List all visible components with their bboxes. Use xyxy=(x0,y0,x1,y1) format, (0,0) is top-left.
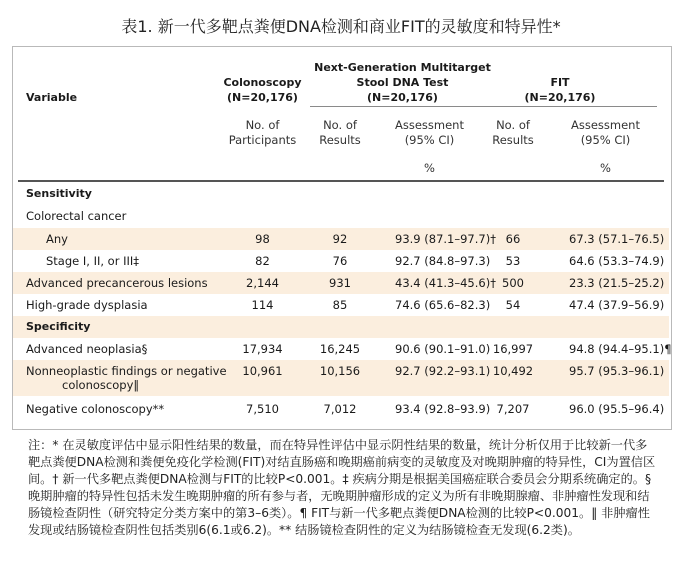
cell-fit-assessment: 96.0 (95.5–96.4) xyxy=(569,402,665,416)
header-fit: FIT xyxy=(550,76,570,89)
cell-dna-results: 76 xyxy=(332,254,348,268)
row-label: Negative colonoscopy** xyxy=(26,402,165,416)
sub-results: No. of xyxy=(496,118,530,132)
cell-participants: 7,510 xyxy=(246,402,279,416)
row-label: Any xyxy=(46,232,68,246)
cell-participants: 2,144 xyxy=(246,276,279,290)
cell-fit-results: 66 xyxy=(505,232,521,246)
sub-results: Results xyxy=(492,133,534,147)
row-label: Advanced neoplasia§ xyxy=(26,342,148,356)
sub-assessment: (95% CI) xyxy=(404,133,455,147)
header-colonoscopy: Colonoscopy xyxy=(223,76,302,89)
header-rule-dna xyxy=(310,106,500,107)
table-title: 表1. 新一代多靶点粪便DNA检测和商业FIT的灵敏度和特异性* xyxy=(121,17,561,36)
row-label: Advanced precancerous lesions xyxy=(26,276,208,290)
cell-fit-results: 10,492 xyxy=(492,364,534,378)
cell-dna-assessment: 90.6 (90.1–91.0) xyxy=(395,342,491,356)
cell-participants: 10,961 xyxy=(242,364,283,378)
cell-fit-assessment: 95.7 (95.3–96.1) xyxy=(569,364,665,378)
cell-participants: 114 xyxy=(251,298,274,312)
cell-fit-assessment: 23.3 (21.5–25.2) xyxy=(569,276,665,290)
sub-results: No. of xyxy=(323,118,357,132)
cell-fit-results: 500 xyxy=(502,276,524,290)
cell-dna-results: 10,156 xyxy=(319,364,361,378)
sub-results: Results xyxy=(319,133,361,147)
cell-participants: 82 xyxy=(255,254,270,268)
cell-fit-assessment: 67.3 (57.1–76.5) xyxy=(569,232,665,246)
header-dna-line2: Stool DNA Test xyxy=(356,76,449,89)
cell-dna-assessment: 93.4 (92.8–93.9) xyxy=(395,402,491,416)
sub-percent: % xyxy=(424,161,435,175)
cell-fit-results: 16,997 xyxy=(492,342,534,356)
cell-fit-results: 54 xyxy=(505,298,521,312)
sub-percent: % xyxy=(600,161,611,175)
sub-assessment: Assessment xyxy=(571,118,640,132)
row-label: Stage I, II, or III‡ xyxy=(46,254,140,268)
cell-dna-results: 16,245 xyxy=(319,342,361,356)
header-bottom-rule xyxy=(18,180,664,182)
sub-assessment: Assessment xyxy=(395,118,464,132)
header-dna-n: (N=20,176) xyxy=(367,91,438,104)
row-band xyxy=(13,316,669,338)
sub-participants: No. of xyxy=(245,118,280,132)
cell-fit-assessment: 94.8 (94.4–95.1)¶ xyxy=(569,342,672,356)
cell-dna-assessment: 74.6 (65.6–82.3) xyxy=(395,298,491,312)
section-sensitivity: Sensitivity xyxy=(26,187,92,200)
header-rule-fit xyxy=(492,106,657,107)
cell-dna-results: 931 xyxy=(329,276,351,290)
header-variable: Variable xyxy=(26,91,78,104)
sub-assessment: (95% CI) xyxy=(580,133,631,147)
row-label: Nonneoplastic findings or negative xyxy=(26,364,227,378)
row-label-continued: colonoscopy‖ xyxy=(62,378,140,392)
sub-participants: Participants xyxy=(228,133,297,147)
cell-participants: 98 xyxy=(255,232,270,246)
row-label: Colorectal cancer xyxy=(26,209,127,223)
header-colonoscopy-n: (N=20,176) xyxy=(227,91,298,104)
cell-fit-assessment: 64.6 (53.3–74.9) xyxy=(569,254,665,268)
cell-dna-assessment: 92.7 (92.2–93.1) xyxy=(395,364,491,378)
row-label: High-grade dysplasia xyxy=(26,298,148,312)
header-fit-n: (N=20,176) xyxy=(524,91,596,104)
cell-dna-assessment: 92.7 (84.8–97.3) xyxy=(395,254,491,268)
cell-dna-results: 85 xyxy=(332,298,348,312)
cell-participants: 17,934 xyxy=(242,342,283,356)
cell-dna-assessment: 93.9 (87.1–97.7)† xyxy=(395,232,496,246)
cell-dna-results: 7,012 xyxy=(323,402,357,416)
cell-fit-assessment: 47.4 (37.9–56.9) xyxy=(569,298,665,312)
header-dna-line1: Next-Generation Multitarget xyxy=(314,61,491,74)
section-specificity: Specificity xyxy=(26,320,91,333)
cell-dna-assessment: 43.4 (41.3–45.6)† xyxy=(395,276,496,290)
cell-fit-results: 53 xyxy=(505,254,521,268)
footnote: 注：* 在灵敏度评估中显示阳性结果的数量，而在特异性评估中显示阴性结果的数量，统计分析仅用于比较新一代多靶点粪便DNA检测和粪便免疫化学检测(FIT)对结直肠癌和晚期癌前病变的灵敏度及对晚期肿瘤的特异性，CI为置信区间。† 新一代多靶点粪便DNA检测与FIT的比较P<0.001。‡ 疾病分期是根据美国癌症联合委员会分期系统确定的。§ 晚期肿瘤的特异性包括未发生晚期肿瘤的所有参与者，无晚期肿瘤形成的定义为所有非晚期腺瘤、非肿瘤性发现和结肠镜检查阴性（研究特定分类方案中的第3–6类）。¶ FIT与新一代多靶点粪便DNA检测的比较P<0.001。‖ 非肿瘤性发现或结肠镜检查阴性包括类别6(6.1或6.2)。** 结肠镜检查阴性的定义为结肠镜检查无发现(6.2类)。 xyxy=(28,438,656,537)
cell-dna-results: 92 xyxy=(332,232,348,246)
cell-fit-results: 7,207 xyxy=(496,402,530,416)
